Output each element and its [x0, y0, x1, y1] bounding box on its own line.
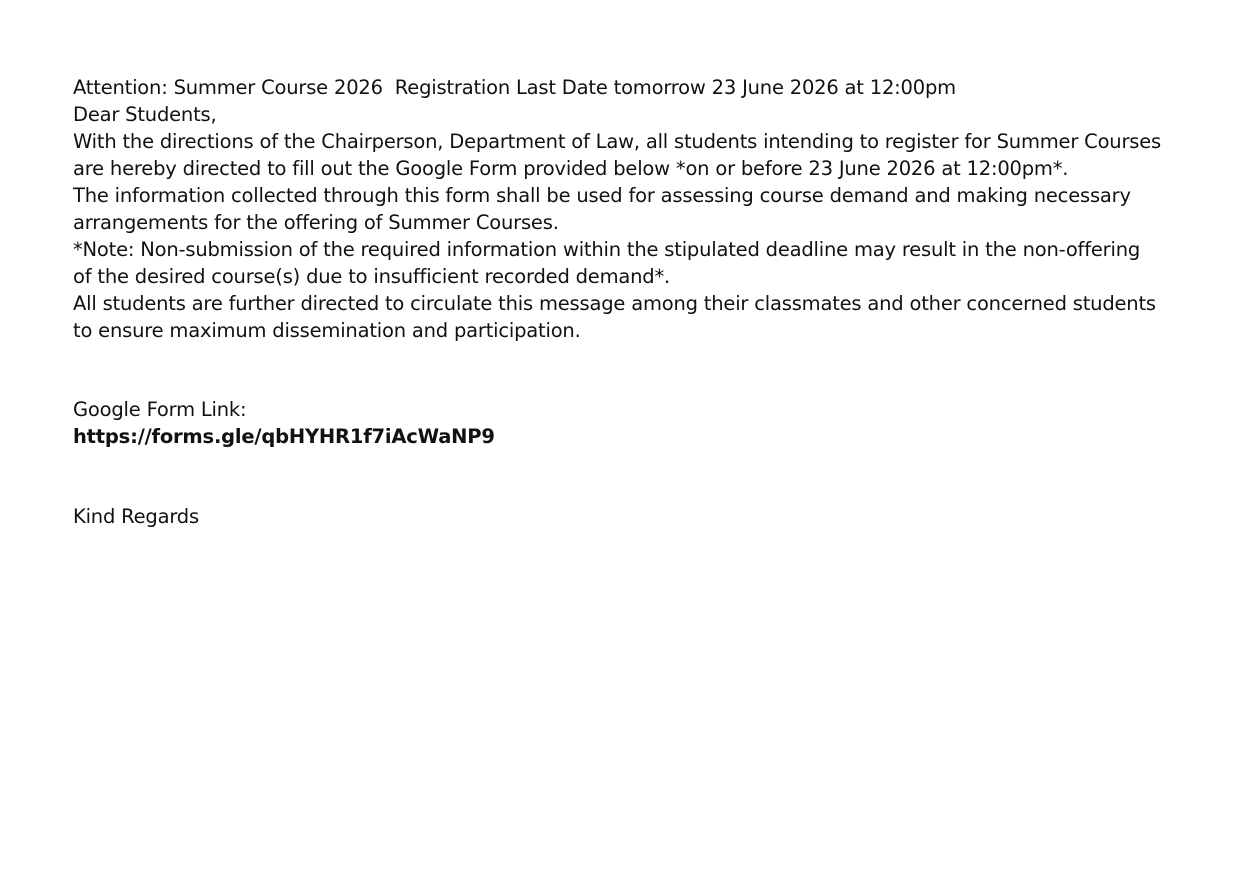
closing: Kind Regards	[73, 505, 199, 528]
email-body	[73, 74, 1163, 530]
subject-line: Attention: Summer Course 2026 Registration Last Date tomorrow 23 June 2026 at 12:00pm	[73, 76, 956, 99]
circulate-paragraph: All students are further directed to circulate this message among their classmates and other concerned students to ensure maximum dissemination and participation.	[73, 292, 1156, 342]
greeting: Dear Students,	[73, 103, 217, 126]
form-link-label: Google Form Link:	[73, 398, 247, 421]
google-form-link[interactable]: https://forms.gle/qbHYHR1f7iAcWaNP9	[73, 425, 495, 448]
spacer	[73, 450, 1163, 503]
note-paragraph: *Note: Non-submission of the required information within the stipulated deadline may result in the non-offering of the desired course(s) due to insufficient recorded demand*.	[73, 238, 1141, 288]
directions-paragraph: With the directions of the Chairperson, Department of Law, all students intending to register for Summer Courses are hereby directed to fill out the Google Form provided below *on or before 23 June 2026 at 12:00pm*.	[73, 130, 1161, 180]
spacer	[73, 344, 1163, 396]
information-paragraph: The information collected through this form shall be used for assessing course demand and making necessary arrangements for the offering of Summer Courses.	[73, 184, 1131, 234]
